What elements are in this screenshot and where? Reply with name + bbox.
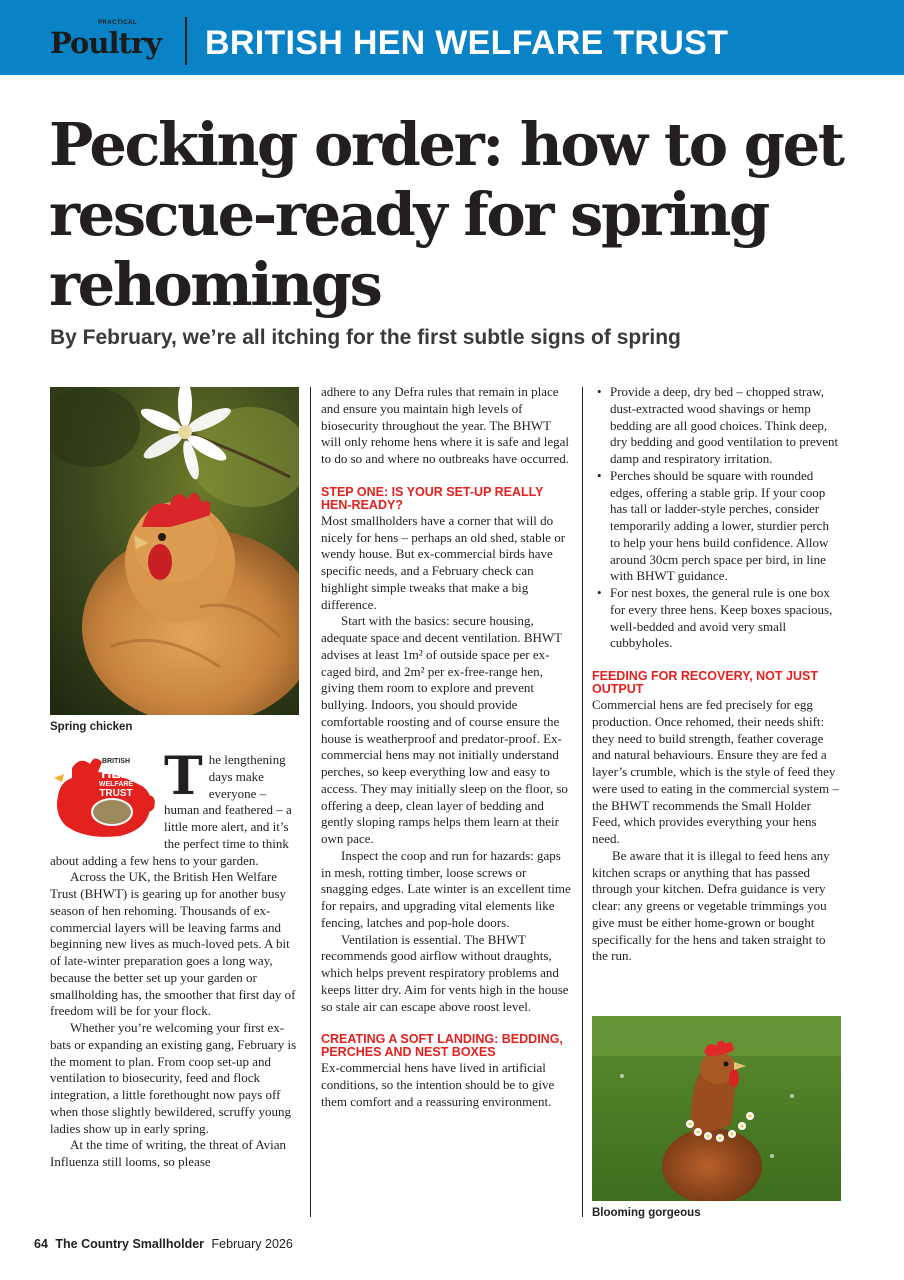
section-header-band (0, 0, 904, 75)
article-standfirst: By February, we’re all itching for the first subtle signs of spring (50, 326, 681, 349)
brand-logo-text: Poultry (50, 26, 161, 60)
magazine-name: The Country Smallholder (55, 1237, 205, 1251)
bullet-perches: • Perches should be square with rounded edges, offering a stable grip. If your coop has tall or ladder-style perches, consider temporarily adding a lower, sturdier perch to help your hens build confidence. Allow around 30cm perch space per bird, in line with BHWT guidance. (592, 468, 842, 585)
bhwt-logo (50, 752, 158, 842)
spring-chicken-image (50, 387, 299, 715)
hen-daisy-image (592, 1016, 841, 1201)
photo2-caption: Blooming gorgeous (592, 1207, 701, 1219)
subhead-soft-landing: CREATING A SOFT LANDING: BEDDING, PERCHES AND NEST BOXES (321, 1032, 563, 1060)
column-rule-1 (310, 387, 311, 1217)
col3-paragraph-2: Be aware that it is illegal to feed hens any kitchen scraps or anything that has passed through your kitchen. Defra guidance is very clear: any greens or vegetable trimmings you give must be either home-grown or bought specifically for the hens and taken straight to the run. (592, 847, 830, 964)
column-3 (592, 384, 842, 965)
col3-paragraph-1: Commercial hens are fed precisely for egg production. Once rehomed, their needs shift: they need to build strength, feather coverage and natural behaviours. Ensure they are fed a layer’s crumble, which is the style of feed they were used to eating in the commercial system – the BHWT recommends the Small Holder Feed, which provides everything your hens need. (592, 697, 839, 846)
brand-kicker: PRACTICAL (98, 20, 138, 26)
col2-paragraph-6: Ex-commercial hens have lived in artificial conditions, so the intention should be to give them comfort and a reassuring environment. (321, 1060, 555, 1109)
page-number: 64 (34, 1237, 48, 1251)
blooming-gorgeous-photo (592, 1016, 841, 1201)
column-rule-2 (582, 387, 583, 1217)
bedding-bullet-list (592, 384, 842, 652)
intro-text: he lengthening days make everyone – human and feathered – a little more alert, and it’s the perfect time to think about adding a few hens to your garden. (50, 752, 292, 868)
photo1-caption: Spring chicken (50, 721, 133, 733)
col1-paragraph-3: Whether you’re welcoming your first ex-bats or expanding an existing gang, February is the moment to plan. From coop set-up and ventilation to biosecurity, feed and flock integration, a little forethought now pays off when those slightly bewildered, scruffy young ladies show up in early spring. (50, 1020, 297, 1136)
header-divider (185, 17, 187, 65)
logo-text-hen: HEN (101, 765, 131, 781)
issue-date: February 2026 (211, 1237, 293, 1251)
logo-text-trust: TRUST (99, 788, 133, 799)
col2-paragraph-1: adhere to any Defra rules that remain in place and ensure you maintain high levels of biosecurity throughout the year. The BHWT will only rehome hens where it is safe and legal to do so and where no outbreaks have occurred. (321, 384, 570, 466)
col1-paragraph-4: At the time of writing, the threat of Avian Influenza still looms, so please (50, 1137, 287, 1169)
bullet-bedding: • Provide a deep, dry bed – chopped straw, dust-extracted wood shavings or hemp bedding are all good choices. Think deep, dry bedding and good ventilation to prevent damp and respiratory irritation. (592, 384, 842, 468)
bullet-nest-boxes: • For nest boxes, the general rule is one box for every three hens. Keep boxes spacious, well-bedded and avoid very small cubbyholes. (592, 585, 842, 652)
col1-paragraph-2: Across the UK, the British Hen Welfare Trust (BHWT) is gearing up for another busy season of hen rehoming. Thousands of ex-commercial layers will be leaving farms and beginning new lives as much-loved pets. A bit of late-winter preparation goes a long way, because the better set up your garden or smallholding has, the smoother that first day of freedom will be for your flock. (50, 869, 296, 1019)
section-title: BRITISH HEN WELFARE TRUST (205, 24, 729, 62)
column-1 (50, 746, 298, 1171)
logo-text-british: BRITISH (102, 758, 130, 765)
spring-chicken-photo (50, 387, 299, 715)
magazine-brand (50, 20, 161, 64)
col2-paragraph-5: Ventilation is essential. The BHWT recommends good airflow without draughts, which helps prevent respiratory problems and keeps litter dry. Aim for vents high in the house so stale air can escape above roost level. (321, 931, 569, 1014)
subhead-feeding: FEEDING FOR RECOVERY, NOT JUST OUTPUT (592, 669, 818, 696)
article-headline: Pecking order: how to get rescue-ready for spring rehomings (49, 110, 843, 319)
col2-paragraph-2: Most smallholders have a corner that will do nicely for hens – perhaps an old shed, stable or wendy house. But ex-commercial birds have specific needs, and a February check can highlight simple tweaks that make a big difference. (321, 512, 566, 612)
column-2 (321, 384, 573, 1111)
col2-paragraph-3: Start with the basics: secure housing, adequate space and decent ventilation. BHWT advises at least 1m² of outside space per ex-caged bird, and 2m² per ex-free-range hen, giving them room to explore and prevent bullying. Indoors, you should provide comfortable roosting and of course ensure the house is weatherproof and predator-proof. Ex-commercial hens may not initially understand perches, so keep everything low and easy to access. They may initially sleep on the floor, so offering a deep, clean layer of bedding and gently sloping ramps helps them learn at their own pace. (321, 613, 568, 846)
page-footer (34, 1237, 293, 1251)
logo-text-welfare: WELFARE (98, 781, 134, 788)
subhead-step-one: STEP ONE: IS YOUR SET-UP REALLY HEN-READY? (321, 484, 544, 512)
col2-paragraph-4: Inspect the coop and run for hazards: gaps in mesh, rotting timber, loose screws or snagging edges. Late winter is an excellent time for repairs, and upgrading vital elements like fencing, latches and pop-hole doors. (321, 847, 571, 930)
dropcap: T (164, 746, 203, 807)
